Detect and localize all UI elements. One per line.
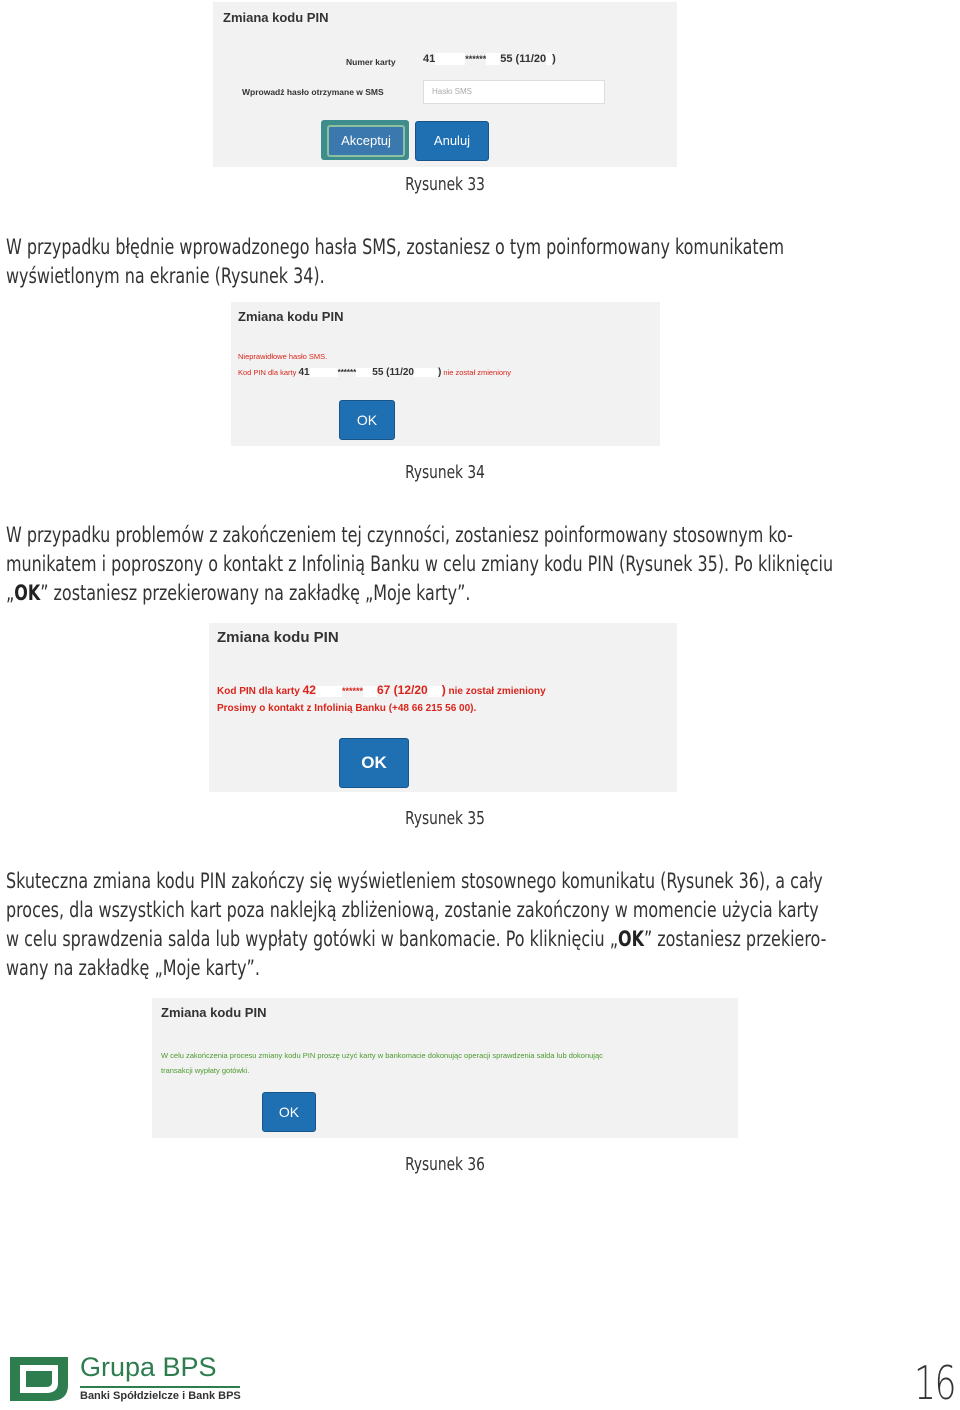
paragraph-2: W przypadku problemów z zakończeniem tej czynności, zostaniesz poinformowany stosownym ko- munikatem i poproszony o kontakt z Infolinią Banku w celu zmiany kodu PIN (Rysunek 35). Po kliknięciu „OK” zostaniesz przekierowany na zakładkę „Moje karty”.: [6, 523, 834, 605]
dialog-title: Zmiana kodu PIN: [161, 1005, 267, 1020]
figure-35-screenshot: [209, 623, 677, 792]
ok-button[interactable]: OK: [339, 738, 409, 788]
dialog-title: Zmiana kodu PIN: [238, 309, 344, 324]
card-number-label: Numer karty: [346, 57, 396, 67]
accept-button[interactable]: Akceptuj: [327, 125, 405, 157]
figure-36-caption: Rysunek 36: [405, 1154, 485, 1175]
sms-password-placeholder: Hasło SMS: [432, 87, 473, 96]
brand-underline: [80, 1386, 240, 1388]
error-card-line: Kod PIN dla karty 42 ****** 67 (12/20 ) nie został zmieniony: [217, 683, 546, 697]
figure-34-caption: Rysunek 34: [405, 462, 485, 483]
figure-35-caption: Rysunek 35: [405, 808, 485, 829]
sms-password-label: Wprowadź hasło otrzymane w SMS: [242, 87, 384, 97]
paragraph-1: W przypadku błędnie wprowadzonego hasła SMS, zostaniesz o tym poinformowany komunikatem wyświetlonym na ekranie (Rysunek 34).: [6, 235, 785, 288]
brand-subtitle: Banki Spółdzielcze i Bank BPS: [80, 1390, 241, 1402]
ok-button[interactable]: OK: [339, 400, 395, 440]
dialog-title: Zmiana kodu PIN: [223, 10, 329, 25]
brand-name: Grupa BPS: [80, 1352, 217, 1382]
figure-33-caption: Rysunek 33: [405, 174, 485, 195]
card-number-value: 41 ****** 55 (11/20 ): [423, 53, 556, 65]
error-message: Nieprawidłowe hasło SMS.: [238, 352, 328, 361]
figure-34-screenshot: [231, 302, 660, 446]
sms-password-input[interactable]: [423, 80, 605, 104]
paragraph-3: Skuteczna zmiana kodu PIN zakończy się wyświetleniem stosownego komunikatu (Rysunek 36), a cały proces, dla wszystkich kart poza naklejką zbliżeniową, zostanie zakończony w momencie użycia karty w celu sprawdzenia salda lub wypłaty gotówki w bankomacie. Po kliknięciu „OK” zostaniesz przekiero- wany na zakładkę „Moje karty”.: [6, 869, 827, 980]
error-card-line: Kod PIN dla karty 41 ****** 55 (11/20 ) nie został zmieniony: [238, 367, 511, 378]
figure-36-screenshot: [152, 998, 738, 1138]
figure-33-screenshot: [213, 2, 677, 167]
dialog-title: Zmiana kodu PIN: [217, 629, 339, 646]
page-number: 16: [914, 1356, 955, 1410]
success-message: W celu zakończenia procesu zmiany kodu PIN proszę użyć karty w bankomacie dokonując operacji sprawdzenia salda lub dokonując transakcji wypłaty gotówki.: [161, 1051, 603, 1075]
contact-message: Prosimy o kontakt z Infolinią Banku (+48 66 215 56 00).: [217, 703, 477, 714]
cancel-button[interactable]: Anuluj: [415, 121, 489, 161]
ok-button[interactable]: OK: [262, 1092, 316, 1132]
grupa-bps-logo-icon: [6, 1355, 72, 1403]
